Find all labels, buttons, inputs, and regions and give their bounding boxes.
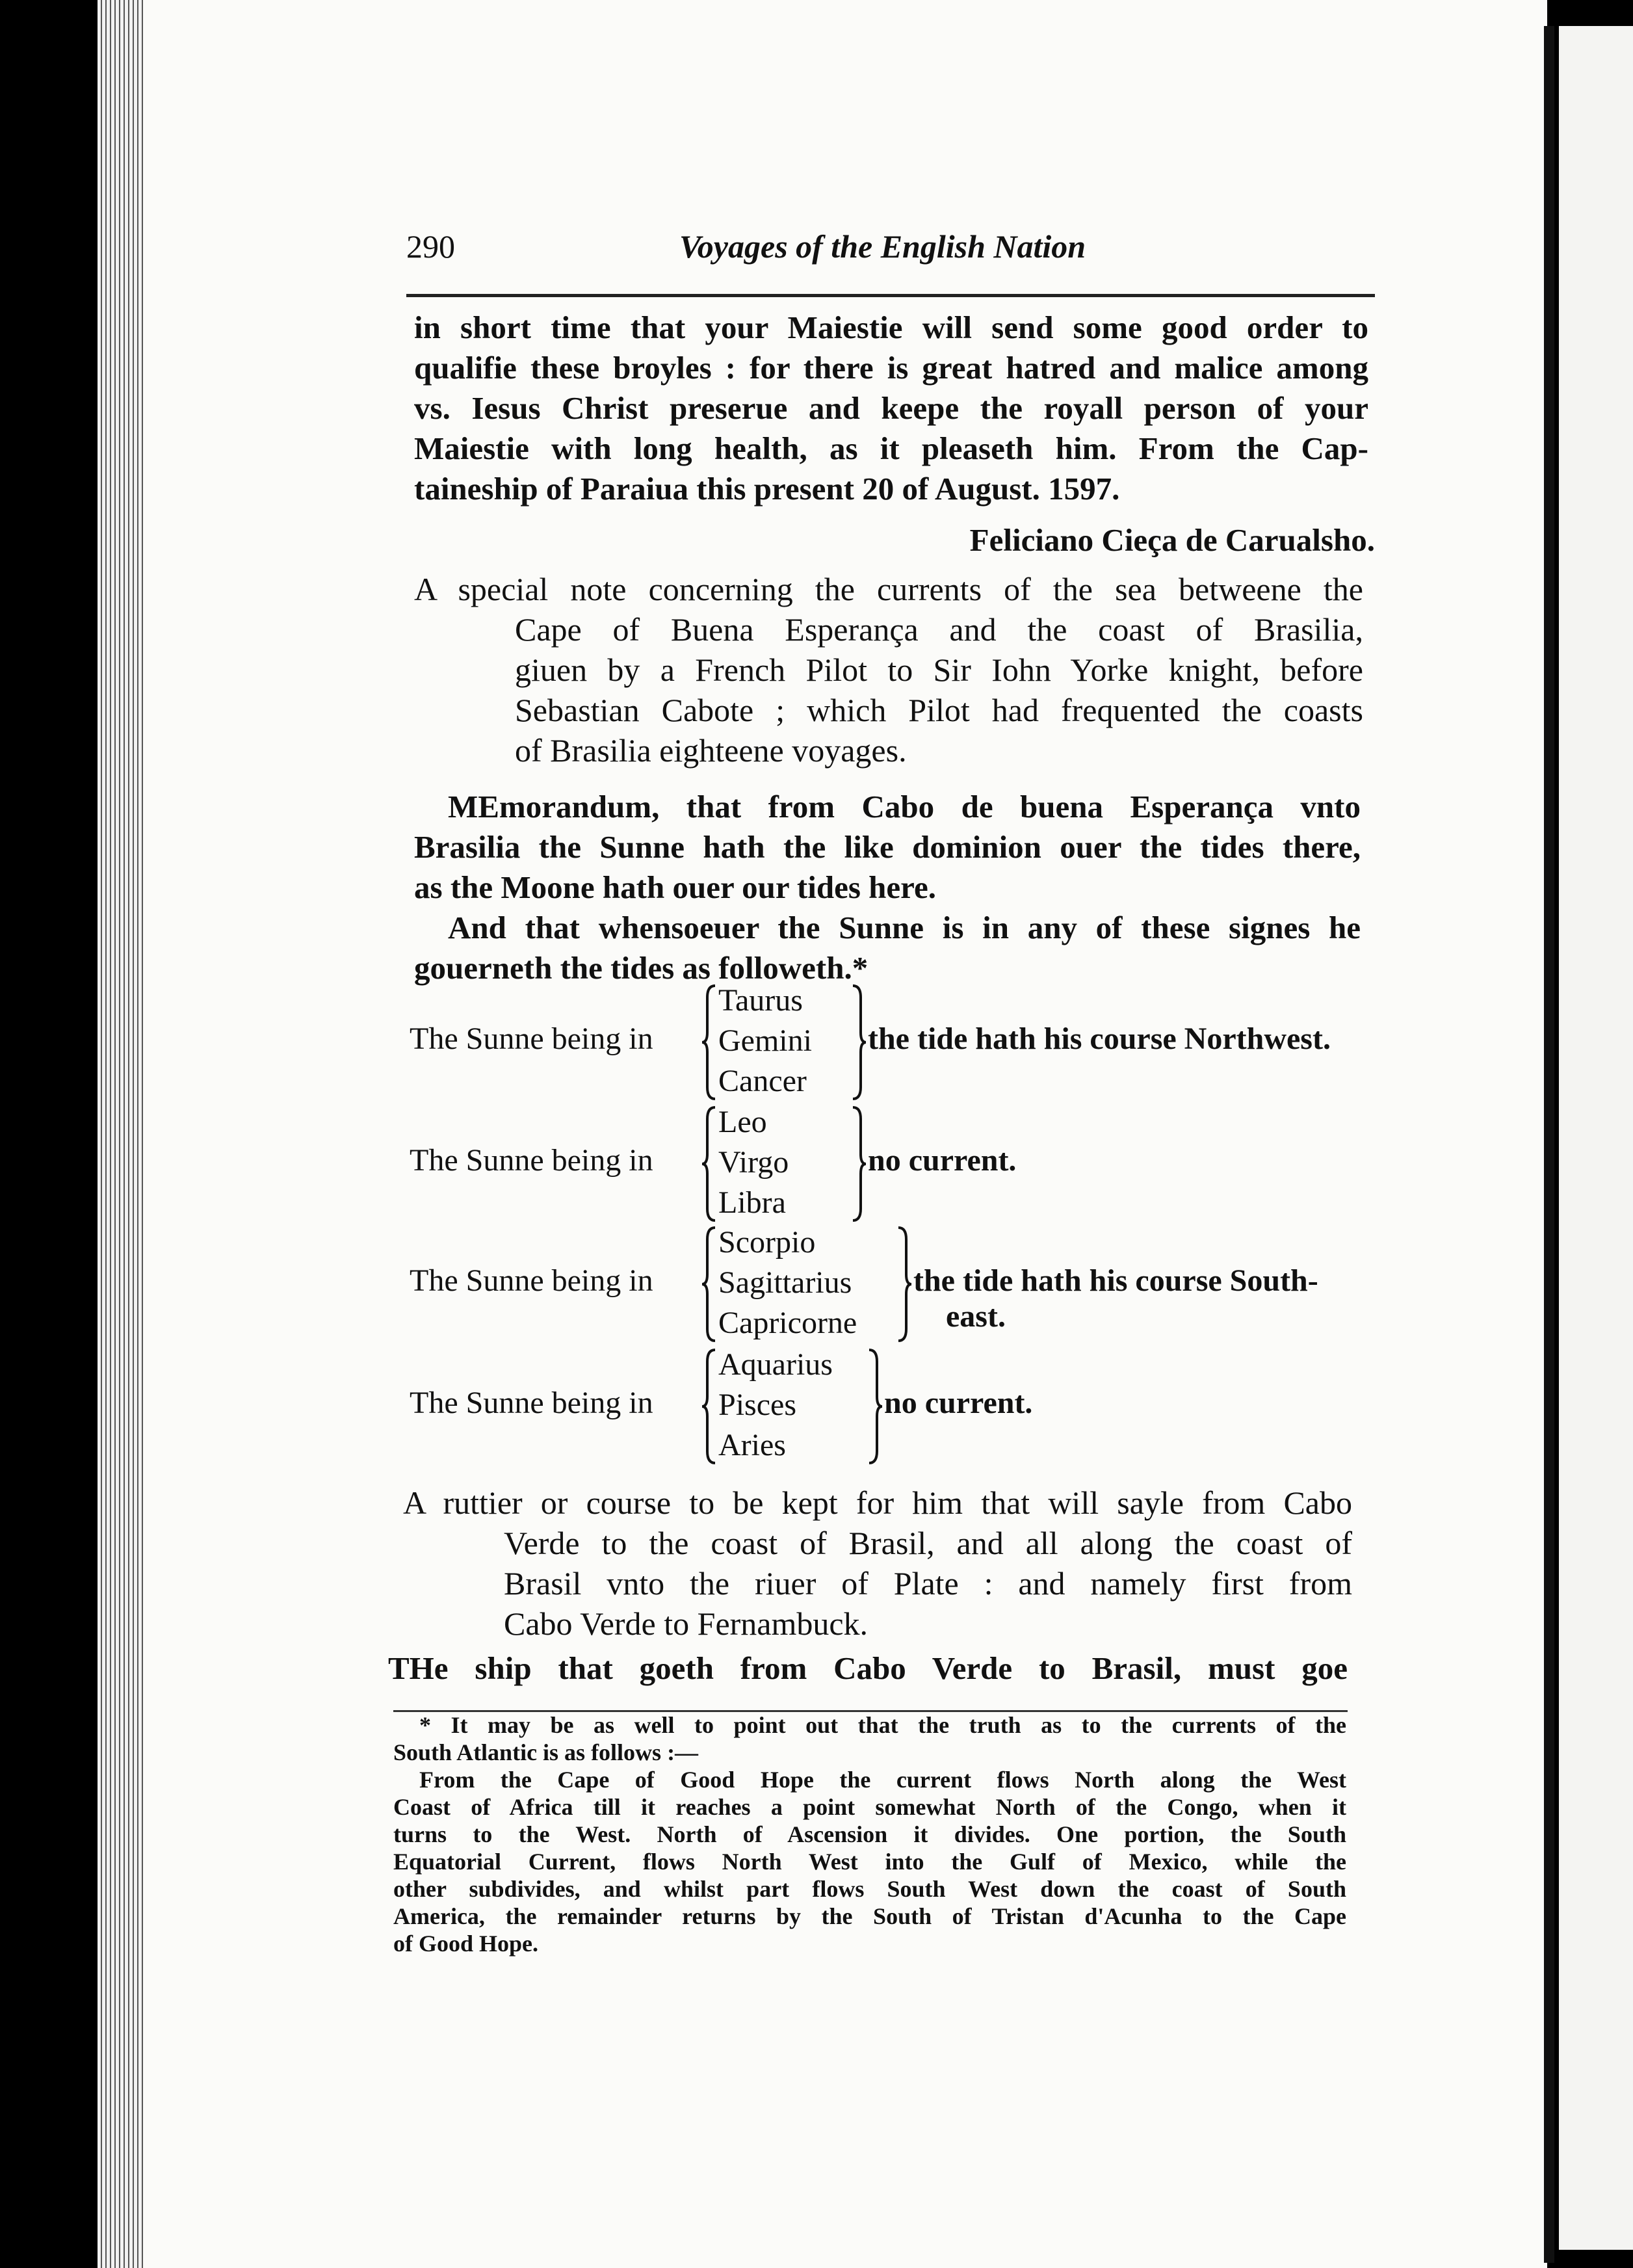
left-brace bbox=[702, 1349, 716, 1464]
row-lead: The Sunne being in bbox=[410, 1263, 653, 1298]
gutter-shadow bbox=[1544, 26, 1554, 2263]
heading-line: Verde to the coast of Brasil, and all along the coast of bbox=[504, 1525, 1352, 1561]
footnote-line: South Atlantic is as follows :— bbox=[393, 1739, 699, 1765]
result-line: the tide hath his course South- bbox=[913, 1263, 1318, 1298]
memo-paragraph bbox=[414, 908, 1361, 988]
memorandum-text bbox=[414, 787, 1361, 988]
footnote-line: * It may be as well to point out that the truth as to the currents of the bbox=[419, 1712, 1346, 1738]
row-lead: The Sunne being in bbox=[410, 1022, 653, 1056]
row-result bbox=[868, 1142, 1016, 1178]
book-page-edges bbox=[98, 0, 143, 2268]
heading-line: Cape of Buena Esperança and the coast of Brasilia, bbox=[515, 611, 1363, 648]
sign: Taurus bbox=[718, 983, 803, 1018]
text-line: And that whensoeuer the Sunne is in any of these signes he bbox=[448, 910, 1361, 945]
memo-paragraph bbox=[414, 787, 1361, 908]
sign-list bbox=[718, 1345, 833, 1466]
heading-line: giuen by a French Pilot to Sir Iohn Yorke knight, before bbox=[515, 652, 1363, 688]
right-brace bbox=[852, 1106, 866, 1222]
heading-line: A special note concerning the currents of the sea betweene the bbox=[414, 571, 1363, 607]
section-heading-currents bbox=[414, 569, 1363, 771]
sign: Pisces bbox=[718, 1388, 796, 1422]
text-line: gouerneth the tides as followeth.* bbox=[414, 950, 869, 986]
heading-line: A ruttier or course to be kept for him that will sayle from Cabo bbox=[403, 1484, 1352, 1521]
result-line: no current. bbox=[868, 1143, 1017, 1178]
sign: Aries bbox=[718, 1428, 786, 1462]
result-line: east. bbox=[946, 1299, 1006, 1334]
right-brace bbox=[897, 1226, 911, 1342]
sign: Cancer bbox=[718, 1064, 807, 1098]
footnote-line: other subdivides, and whilst part flows South West down the coast of South bbox=[393, 1876, 1346, 1902]
sign: Aquarius bbox=[718, 1347, 833, 1382]
letter-closing-paragraph bbox=[414, 308, 1368, 509]
running-header bbox=[406, 228, 1381, 273]
result-line: the tide hath his course Northwest. bbox=[868, 1022, 1331, 1056]
header-rule bbox=[406, 294, 1375, 297]
heading-line: Brasil vnto the riuer of Plate : and namely first from bbox=[504, 1565, 1352, 1602]
sign: Leo bbox=[718, 1105, 767, 1139]
row-lead: The Sunne being in bbox=[410, 1143, 653, 1178]
text-line: Brasilia the Sunne hath the like dominion ouer the tides there, bbox=[414, 829, 1361, 865]
sign: Gemini bbox=[718, 1023, 812, 1058]
footnote-line: of Good Hope. bbox=[393, 1931, 539, 1957]
result-line: no current. bbox=[884, 1386, 1033, 1420]
left-brace bbox=[702, 984, 716, 1100]
text-line: Maiestie with long health, as it pleaseth him. From the Cap- bbox=[414, 430, 1368, 466]
row-result bbox=[868, 1021, 1331, 1057]
sign: Sagittarius bbox=[718, 1265, 852, 1300]
signature: Feliciano Cieça de Carualsho. bbox=[969, 522, 1375, 558]
sign-list bbox=[718, 981, 812, 1101]
sign: Virgo bbox=[718, 1145, 789, 1180]
sign: Capricorne bbox=[718, 1306, 857, 1340]
row-lead: The Sunne being in bbox=[410, 1386, 653, 1420]
row-result bbox=[913, 1263, 1318, 1334]
heading-line: Sebastian Cabote ; which Pilot had frequented the coasts bbox=[515, 692, 1363, 728]
zodiac-row bbox=[403, 981, 1378, 1104]
section-heading-ruttier bbox=[403, 1483, 1352, 1644]
facing-page-sliver bbox=[1559, 26, 1633, 2250]
zodiac-row bbox=[403, 1222, 1378, 1346]
footnote bbox=[393, 1711, 1346, 1957]
text-line: MEmorandum, that from Cabo de buena Esperança vnto bbox=[448, 789, 1361, 824]
text-line: qualifie these broyles : for there is great hatred and malice among bbox=[414, 350, 1368, 386]
sign: Scorpio bbox=[718, 1225, 816, 1259]
left-brace bbox=[702, 1106, 716, 1222]
row-result bbox=[884, 1385, 1032, 1421]
sign-list bbox=[718, 1102, 789, 1223]
footnote-line: America, the remainder returns by the South of Tristan d'Acunha to the Cape bbox=[393, 1903, 1346, 1929]
zodiac-row bbox=[403, 1345, 1378, 1468]
left-brace bbox=[702, 1226, 716, 1342]
right-brace bbox=[852, 984, 866, 1100]
zodiac-row bbox=[403, 1102, 1378, 1226]
text-line: taineship of Paraiua this present 20 of August. 1597. bbox=[414, 471, 1120, 507]
text-line: in short time that your Maiestie will send some good order to bbox=[414, 310, 1368, 345]
text-line: vs. Iesus Christ preserue and keepe the royall person of your bbox=[414, 390, 1368, 426]
text-line: as the Moone hath ouer our tides here. bbox=[414, 869, 937, 905]
running-title: Voyages of the English Nation bbox=[679, 228, 1086, 265]
heading-line: Cabo Verde to Fernambuck. bbox=[504, 1605, 869, 1642]
footnote-line: From the Cape of Good Hope the current flows North along the West bbox=[419, 1767, 1346, 1793]
sign: Libra bbox=[718, 1185, 786, 1220]
ruttier-opening-line: THe ship that goeth from Cabo Verde to Brasil, must goe bbox=[388, 1650, 1348, 1686]
footnote-line: Equatorial Current, flows North West into the Gulf of Mexico, while the bbox=[393, 1849, 1346, 1875]
footnote-line: turns to the West. North of Ascension it divides. One portion, the South bbox=[393, 1821, 1346, 1847]
page-number: 290 bbox=[406, 228, 455, 265]
sign-list bbox=[718, 1222, 857, 1343]
footnote-line: Coast of Africa till it reaches a point somewhat North of the Congo, when it bbox=[393, 1794, 1346, 1820]
right-brace bbox=[868, 1349, 882, 1464]
heading-line: of Brasilia eighteene voyages. bbox=[515, 732, 907, 769]
